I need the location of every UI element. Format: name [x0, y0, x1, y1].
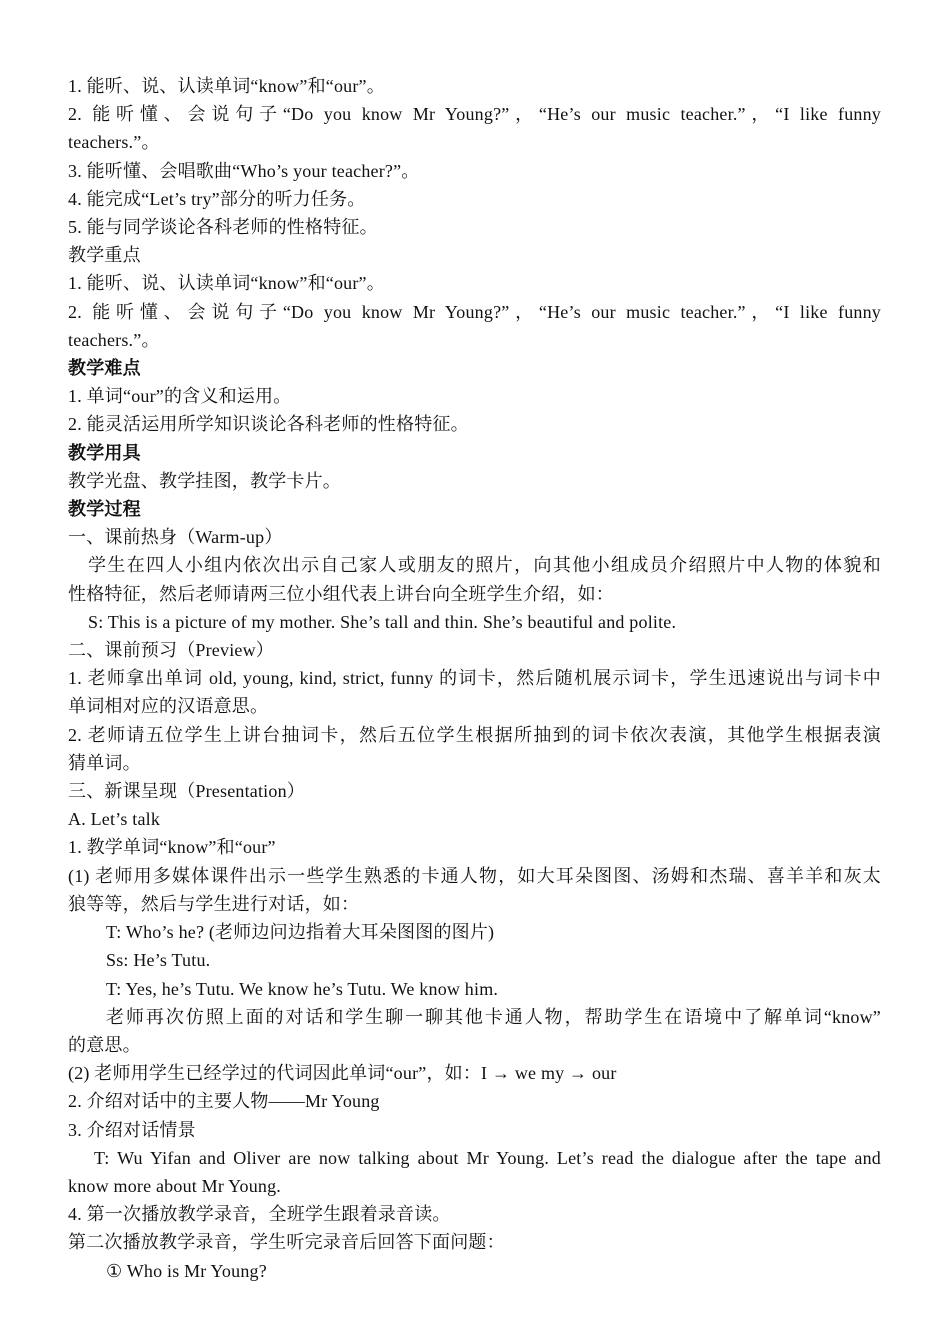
step-1-note-b: 的意思。: [68, 1034, 141, 1055]
step-1-sub-2: (2) 老师用学生已经学过的代词因此单词“our”，如：I → we my → our: [68, 1063, 617, 1084]
step-3-heading: 3. 介绍对话情景: [68, 1119, 196, 1140]
section-heading-difficulties: 教学难点: [68, 358, 141, 379]
lesson-plan-document: [68, 72, 881, 1285]
section-heading-tools: 教学用具: [68, 442, 141, 463]
objective-line-2b: teachers.”。: [68, 132, 160, 153]
section-heading-process: 教学过程: [68, 499, 141, 520]
step-4-heading: 4. 第一次播放教学录音，全班学生跟着录音读。: [68, 1204, 451, 1225]
preview-line-2b: 猜单词。: [68, 752, 141, 773]
difficulty-line-1: 1. 单词“our”的含义和运用。: [68, 386, 292, 407]
key-point-line-1: 1. 能听、说、认读单词“know”和“our”。: [68, 273, 385, 294]
tools-line: 教学光盘、教学挂图，教学卡片。: [68, 470, 341, 491]
key-point-line-2b: teachers.”。: [68, 329, 160, 350]
key-point-line-2a: 2. 能听懂、会说句子“Do you know Mr Young?”，“He’s our music teacher.”，“I like funny: [68, 301, 881, 322]
section-heading-key-points: 教学重点: [68, 245, 141, 266]
step-2-heading: 2. 介绍对话中的主要人物——Mr Young: [68, 1091, 380, 1112]
lets-talk-heading: A. Let’s talk: [68, 809, 161, 830]
objective-line-2a: 2. 能听懂、会说句子“Do you know Mr Young?”，“He’s our music teacher.”，“I like funny: [68, 104, 881, 125]
dialogue-line-2: Ss: He’s Tutu.: [106, 950, 211, 971]
objective-line-4: 4. 能完成“Let’s try”部分的听力任务。: [68, 188, 366, 209]
step-3-line-a: T: Wu Yifan and Oliver are now talking about Mr Young. Let’s read the dialogue after the tape and: [94, 1147, 881, 1168]
preview-line-1b: 单词相对应的汉语意思。: [68, 696, 269, 717]
dialogue-line-3: T: Yes, he’s Tutu. We know he’s Tutu. We know him.: [106, 978, 499, 999]
presentation-heading: 三、新课呈现（Presentation）: [68, 781, 305, 802]
difficulty-line-2: 2. 能灵活运用所学知识谈论各科老师的性格特征。: [68, 414, 469, 435]
step-1-sub-1b: 狼等等，然后与学生进行对话，如：: [68, 893, 360, 914]
objective-line-3: 3. 能听懂、会唱歌曲“Who’s your teacher?”。: [68, 160, 420, 181]
step-1-heading: 1. 教学单词“know”和“our”: [68, 837, 276, 858]
warmup-paragraph-line-2: 性格特征，然后老师请两三位小组代表上讲台向全班学生介绍，如：: [68, 583, 614, 604]
step-3-line-b: know more about Mr Young.: [68, 1175, 282, 1196]
dialogue-line-1: T: Who’s he? (老师边问边指着大耳朵图图的图片): [106, 922, 495, 943]
warmup-heading: 一、课前热身（Warm-up）: [68, 527, 283, 548]
step-1-sub-1a: (1) 老师用多媒体课件出示一些学生熟悉的卡通人物，如大耳朵图图、汤姆和杰瑞、喜羊羊和灰太: [68, 865, 881, 886]
preview-line-1a: 1. 老师拿出单词 old, young, kind, strict, funny 的词卡，然后随机展示词卡，学生迅速说出与词卡中: [68, 668, 881, 689]
step-1-note-a: 老师再次仿照上面的对话和学生聊一聊其他卡通人物，帮助学生在语境中了解单词“know”: [106, 1006, 881, 1027]
warmup-example: S: This is a picture of my mother. She’s tall and thin. She’s beautiful and polite.: [88, 611, 677, 632]
question-1: ① Who is Mr Young?: [106, 1260, 267, 1281]
warmup-paragraph-line-1: 学生在四人小组内依次出示自己家人或朋友的照片，向其他小组成员介绍照片中人物的体貌和: [88, 555, 881, 576]
step-4-second-play: 第二次播放教学录音，学生听完录音后回答下面问题：: [68, 1232, 505, 1253]
objective-line-5: 5. 能与同学谈论各科老师的性格特征。: [68, 217, 378, 238]
objective-line-1: 1. 能听、说、认读单词“know”和“our”。: [68, 76, 385, 96]
preview-heading: 二、课前预习（Preview）: [68, 640, 274, 661]
preview-line-2a: 2. 老师请五位学生上讲台抽词卡，然后五位学生根据所抽到的词卡依次表演，其他学生根据表演: [68, 724, 881, 745]
